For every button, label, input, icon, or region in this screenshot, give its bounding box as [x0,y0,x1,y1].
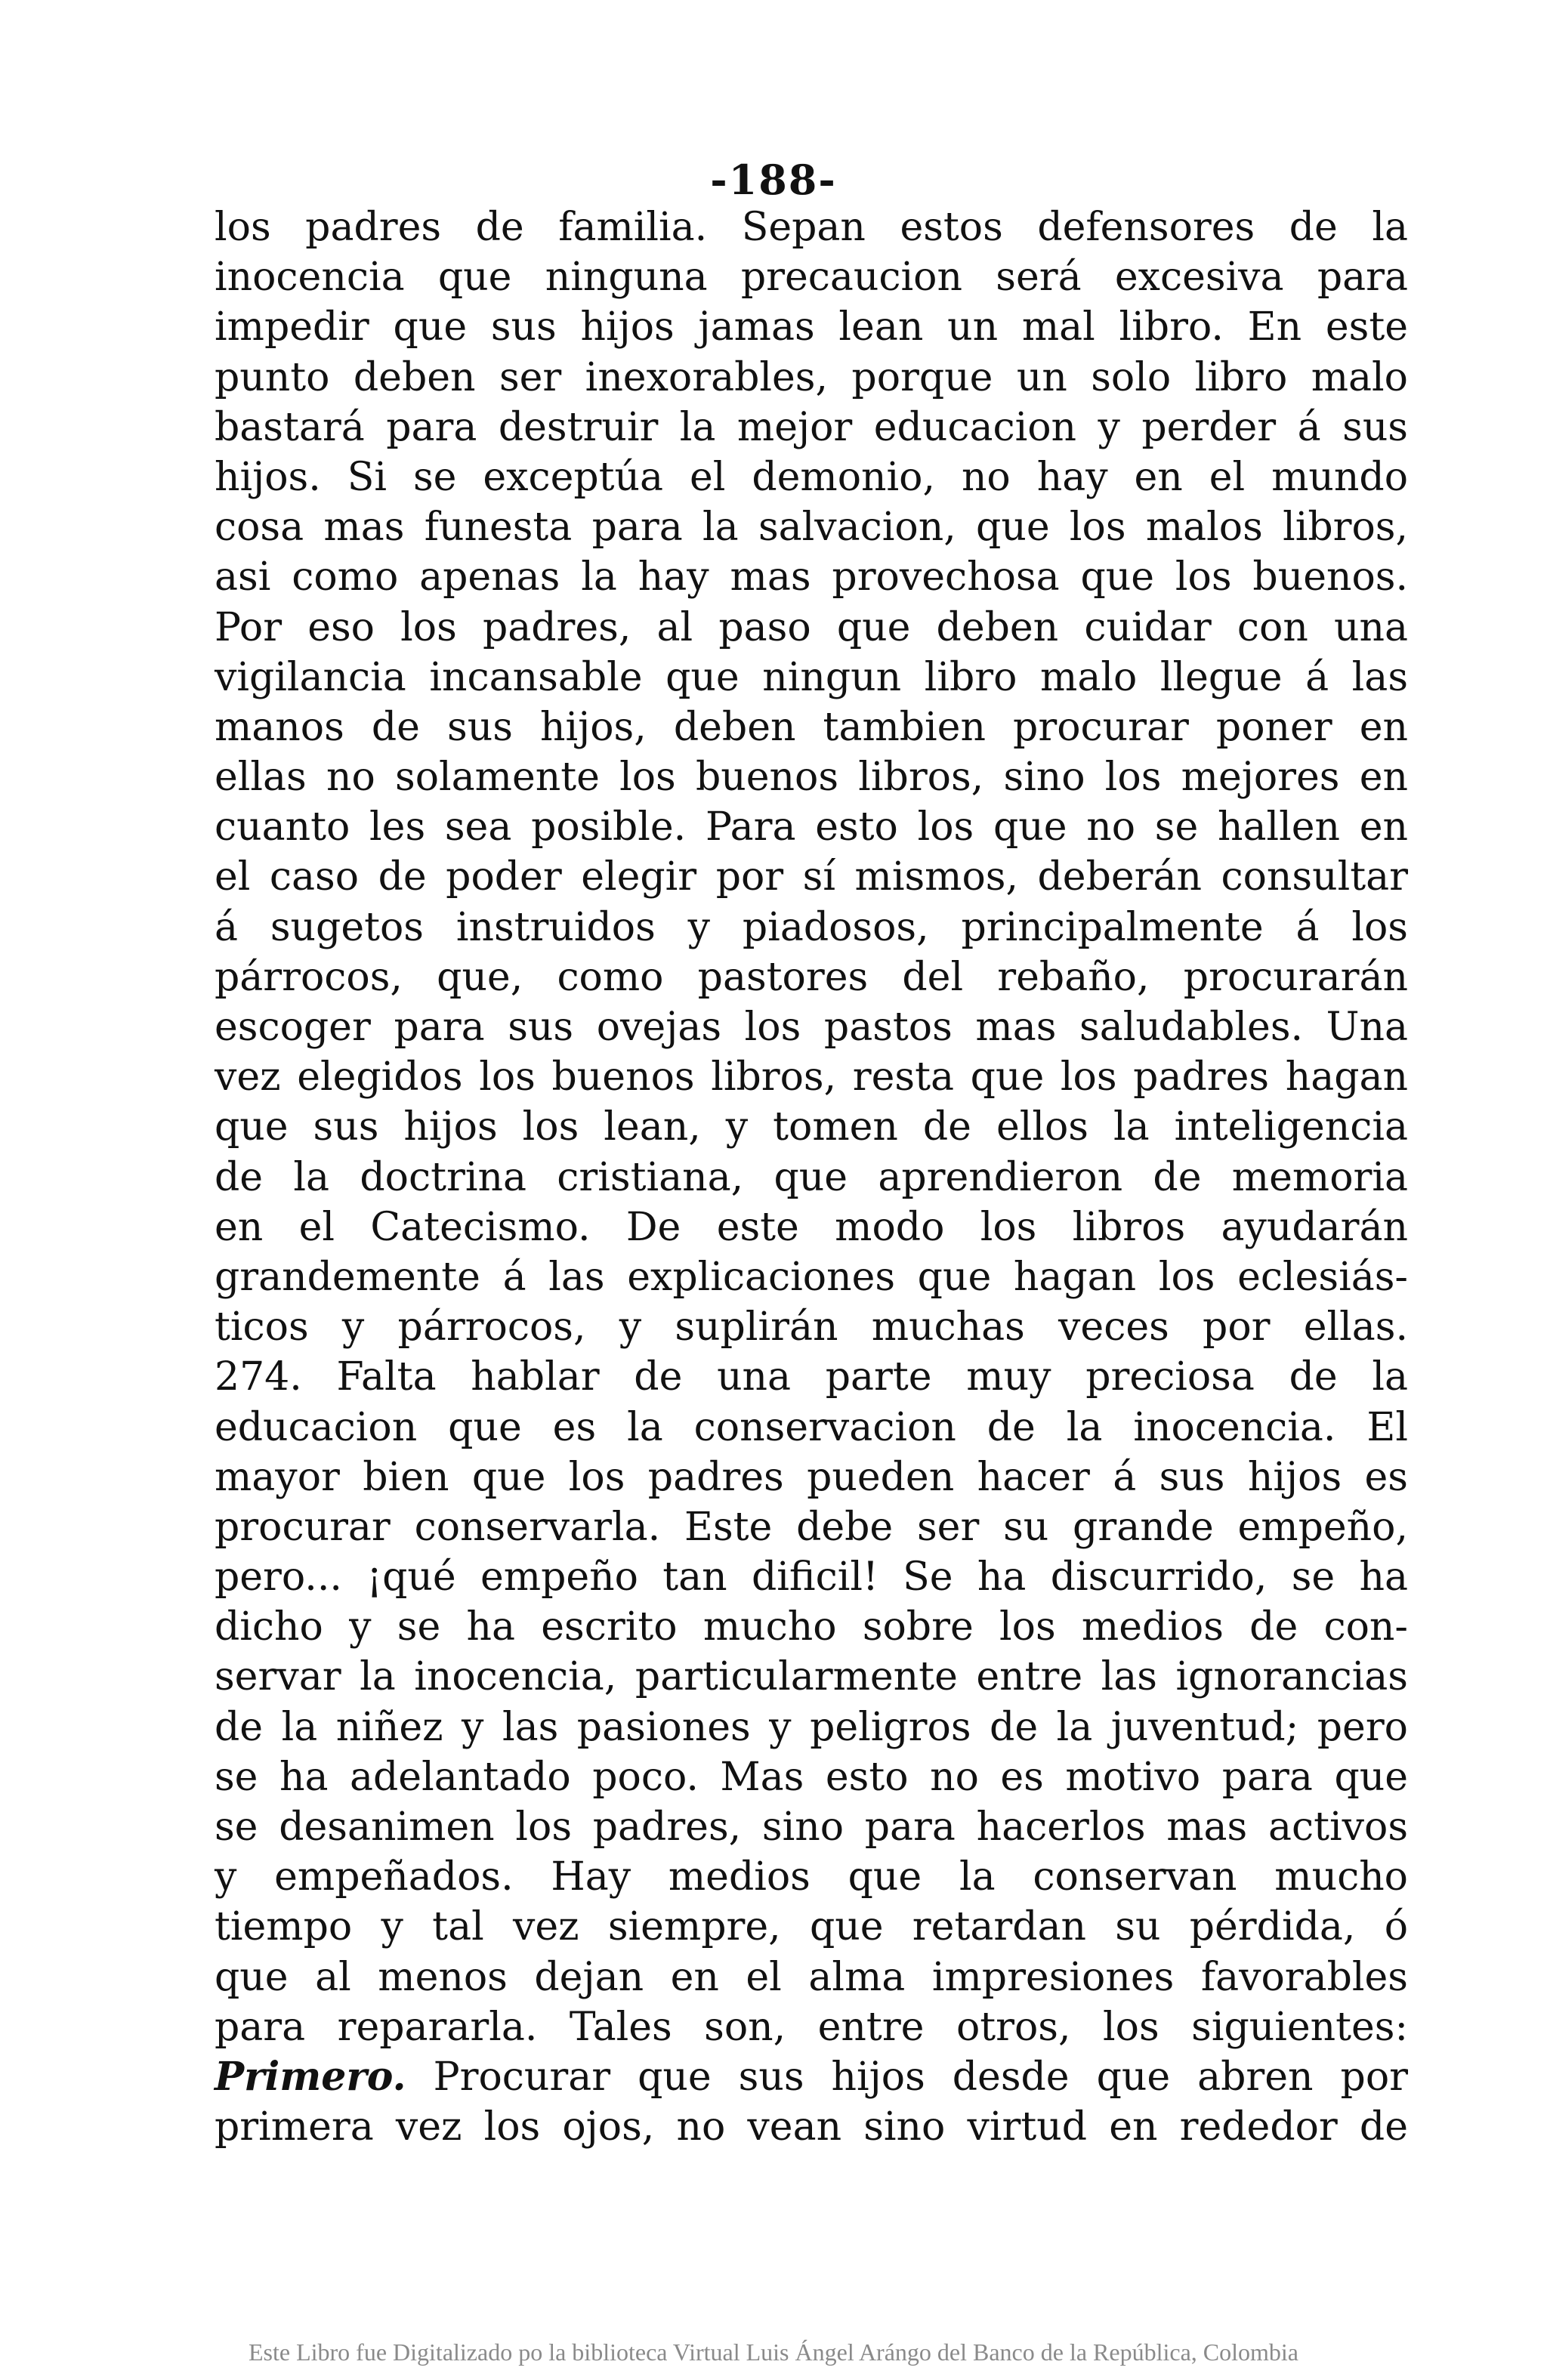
text-line: tiempo y tal vez siempre, que retardan su pérdida, ó [215,1904,1408,1950]
text-line: 274. Falta hablar de una parte muy preciosa de la [215,1354,1408,1400]
text-line: vez elegidos los buenos libros, resta que los padres hagan [215,1054,1408,1100]
text-line-with-italic-lead [215,2052,1408,2102]
text-line: dicho y se ha escrito mucho sobre los medios de con- [215,1604,1408,1650]
text-line: asi como apenas la hay mas provechosa que los buenos. [215,554,1408,600]
text-line: cuanto les sea posible. Para esto los que no se hallen en [215,804,1408,850]
text-line: se ha adelantado poco. Mas esto no es motivo para que [215,1754,1408,1800]
text-line: el caso de poder elegir por sí mismos, deberán consultar [215,854,1408,900]
text-line: primera vez los ojos, no vean sino virtud en rededor de [215,2104,1408,2150]
text-line: hijos. Si se exceptúa el demonio, no hay en el mundo [215,454,1408,500]
text-line: inocencia que ninguna precaucion será excesiva para [215,255,1408,301]
text-line: y empeñados. Hay medios que la conservan mucho [215,1854,1408,1900]
text-line: escoger para sus ovejas los pastos mas saludables. Una [215,1005,1408,1050]
text-line: cosa mas funesta para la salvacion, que los malos libros, [215,505,1408,551]
text-line: que sus hijos los lean, y tomen de ellos la inteligencia [215,1104,1408,1150]
text-line: mayor bien que los padres pueden hacer á sus hijos es [215,1454,1408,1500]
text-line: vigilancia incansable que ningun libro malo llegue á las [215,654,1408,700]
text-line: los padres de familia. Sepan estos defensores de la [215,205,1408,250]
body-text [215,202,1408,2152]
text-line: Por eso los padres, al paso que deben cuidar con una [215,604,1408,650]
text-line: que al menos dejan en el alma impresiones favorables [215,1954,1408,2000]
text-line: punto deben ser inexorables, porque un solo libro malo [215,354,1408,400]
text-line-rest: Procurar que sus hijos desde que abren por [433,2054,1408,2100]
text-line: á sugetos instruidos y piadosos, principalmente á los [215,904,1408,950]
italic-lead: Primero. [215,2053,406,2100]
text-line: educacion que es la conservacion de la inocencia. El [215,1404,1408,1450]
text-line: ellas no solamente los buenos libros, sino los mejores en [215,755,1408,801]
text-line: para repararla. Tales son, entre otros, los siguientes: [215,2004,1408,2050]
text-line: de la niñez y las pasiones y peligros de la juventud; pero [215,1704,1408,1750]
text-line: impedir que sus hijos jamas lean un mal libro. En este [215,304,1408,350]
digitization-footer: Este Libro fue Digitalizado po la biblioteca Virtual Luis Ángel Arángo del Banco de la República, Colombia [248,2338,1298,2366]
page-number: -188- [710,156,837,204]
text-line: párrocos, que, como pastores del rebaño, procurarán [215,954,1408,1000]
text-line: se desanimen los padres, sino para hacerlos mas activos [215,1804,1408,1850]
text-line: manos de sus hijos, deben tambien procurar poner en [215,704,1408,750]
text-line: bastará para destruir la mejor educacion y perder á sus [215,404,1408,450]
text-line: servar la inocencia, particularmente entre las ignorancias [215,1654,1408,1700]
text-line: ticos y párrocos, y suplirán muchas veces por ellas. [215,1304,1408,1351]
text-line: grandemente á las explicaciones que hagan los eclesiás- [215,1254,1408,1300]
text-line: pero... ¡qué empeño tan dificil! Se ha discurrido, se ha [215,1554,1408,1601]
text-line: procurar conservarla. Este debe ser su grande empeño, [215,1504,1408,1550]
text-line: de la doctrina cristiana, que aprendieron de memoria [215,1154,1408,1200]
text-line: en el Catecismo. De este modo los libros ayudarán [215,1204,1408,1250]
